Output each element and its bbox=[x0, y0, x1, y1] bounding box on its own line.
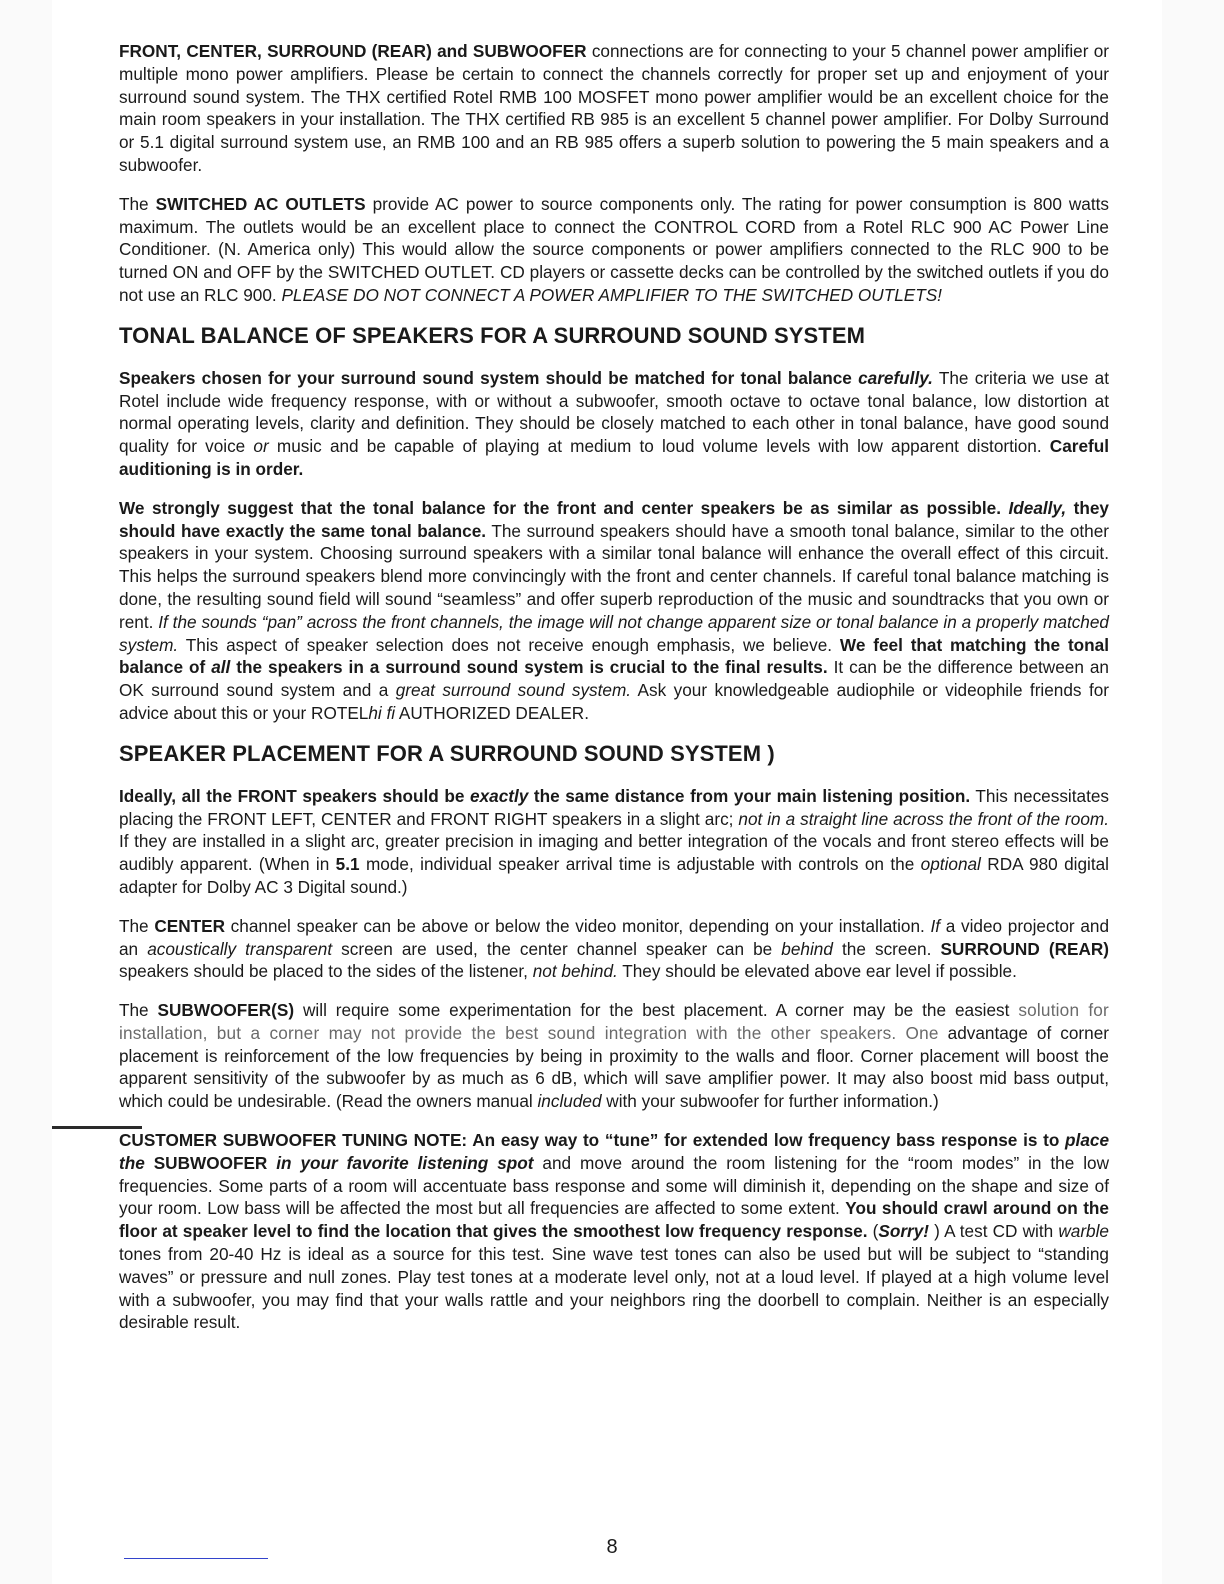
paragraph-speaker-matching: Speakers chosen for your surround sound system should be matched for tonal balance carefully. The criteria we use at Rotel include wide frequency response, with or without a subwoofer, smooth octave to octave tonal balance, low distortion at normal operating levels, clarity and definition. They should be closely matched to each other in tonal balance, have good sound quality for voice or music and be capable of playing at medium to loud volume levels with low apparent distortion. Careful auditioning is in order. bbox=[119, 367, 1109, 479]
paragraph-front-center-tonal-balance: We strongly suggest that the tonal balance for the front and center speakers be as similar as possible. Ideally, they should have exactly the same tonal balance. The surround speakers should have a smooth tonal balance, similar to the other speakers in your system. Choosing surround speakers with a similar tonal balance will enhance the overall effect of this circuit. This helps the surround speakers blend more convincingly with the front and center channels. If careful tonal balance matching is done, the resulting sound field will sound “seamless” and offer superb reproduction of the music and soundtracks that you own or rent. If the sounds “pan” across the front channels, the image will not change apparent size or tonal balance in a properly matched system. This aspect of speaker selection does not receive enough emphasis, we believe. We feel that matching the tonal balance of all the speakers in a surround sound system is crucial to the final results. It can be the difference between an OK surround sound system and a great surround sound system. Ask your knowledgeable audiophile or videophile friends for advice about this or your ROTELhi fi AUTHORIZED DEALER. bbox=[119, 497, 1110, 723]
paragraph-amplifier-connections: FRONT, CENTER, SURROUND (REAR) and SUBWOOFER connections are for connecting to your 5 channel power amplifier or multiple mono power amplifiers. Please be certain to connect the channels correctly for proper set up and enjoyment of your surround sound system. The THX certified Rotel RMB 100 MOSFET mono power amplifier would be an excellent choice for the main room speakers in your installation. The THX certified RB 985 is an excellent 5 channel power amplifier. For Dolby Surround or 5.1 digital surround system use, an RMB 100 and an RB 985 offers a superb solution to powering the 5 main speakers and a subwoofer. bbox=[119, 41, 1109, 175]
heading-speaker-placement: SPEAKER PLACEMENT FOR A SURROUND SOUND SYSTEM ) bbox=[119, 740, 775, 766]
scan-edge-left bbox=[0, 0, 52, 1584]
paragraph-front-speaker-placement: Ideally, all the FRONT speakers should be exactly the same distance from your main listening position. This necessitates placing the FRONT LEFT, CENTER and FRONT RIGHT speakers in a slight arc; not in a straight line across the front of the room. If they are installed in a slight arc, greater precision in imaging and better integration of the vocals and front stereo effects will be audibly apparent. (When in 5.1 mode, individual speaker arrival time is adjustable with controls on the optional RDA 980 digital adapter for Dolby AC 3 Digital sound.) bbox=[119, 785, 1110, 897]
paragraph-subwoofer-placement: The SUBWOOFER(S) will require some experimentation for the best placement. A corner may be the easiest solution for installation, but a corner may not provide the best sound integration with the other speakers. One advantage of corner placement is reinforcement of the low frequencies by being in proximity to the walls and floor. Corner placement will boost the apparent sensitivity of the subwoofer by as much as 6 dB, which will save amplifier power. It may also boost mid bass output, which could be undesirable. (Read the owners manual included with your subwoofer for further information.) bbox=[119, 1000, 1109, 1112]
smudged-scan-line: solution for installation, but a corner may not provide the best sound integration with the other speakers. One bbox=[119, 1000, 1109, 1043]
footer-rule bbox=[124, 1558, 268, 1559]
scan-edge-right bbox=[1162, 0, 1224, 1584]
paragraph-switched-ac-outlets: The SWITCHED AC OUTLETS provide AC power to source components only. The rating for power consumption is 800 watts maximum. The outlets would be an excellent place to connect the CONTROL CORD from a Rotel RLC 900 AC Power Line Conditioner. (N. America only) This would allow the source components or power amplifiers connected to the RLC 900 to be turned ON and OFF by the SWITCHED OUTLET. CD players or cassette decks can be controlled by the switched outlets if you do not use an RLC 900. PLEASE DO NOT CONNECT A POWER AMPLIFIER TO THE SWITCHED OUTLETS! bbox=[119, 193, 1109, 305]
paragraph-center-surround-placement: The CENTER channel speaker can be above or below the video monitor, depending on your installation. If a video projector and an acoustically transparent screen are used, the center channel speaker can be behind the screen. SURROUND (REAR) speakers should be placed to the sides of the listener, not behind. They should be elevated above ear level if possible. bbox=[119, 915, 1109, 982]
page-number: 8 bbox=[606, 1536, 618, 1558]
heading-tonal-balance: TONAL BALANCE OF SPEAKERS FOR A SURROUND SOUND SYSTEM bbox=[119, 322, 866, 348]
paragraph-subwoofer-tuning-note: CUSTOMER SUBWOOFER TUNING NOTE: An easy way to “tune” for extended low frequency bass response is to place the SUBWOOFER in your favorite listening spot and move around the room listening for the “room modes” in the low frequencies. Some parts of a room will accentuate bass response and some will diminish it, depending on the shape and size of your room. Low bass will be affected the most but all frequencies are affected to some extent. You should crawl around on the floor at speaker level to find the location that gives the smoothest low frequency response. (Sorry! ) A test CD with warble tones from 20-40 Hz is ideal as a source for this test. Sine wave test tones can also be used but will be subject to “standing waves” or pressure and null zones. Play test tones at a moderate level only, not at a loud level. If played at a high volume level with a subwoofer, you may find that your walls rattle and your neighbors ring the doorbell to complain. Neither is an especially desirable result. bbox=[119, 1130, 1109, 1333]
warning-text: PLEASE DO NOT CONNECT A POWER AMPLIFIER TO THE SWITCHED OUTLETS! bbox=[281, 284, 942, 305]
